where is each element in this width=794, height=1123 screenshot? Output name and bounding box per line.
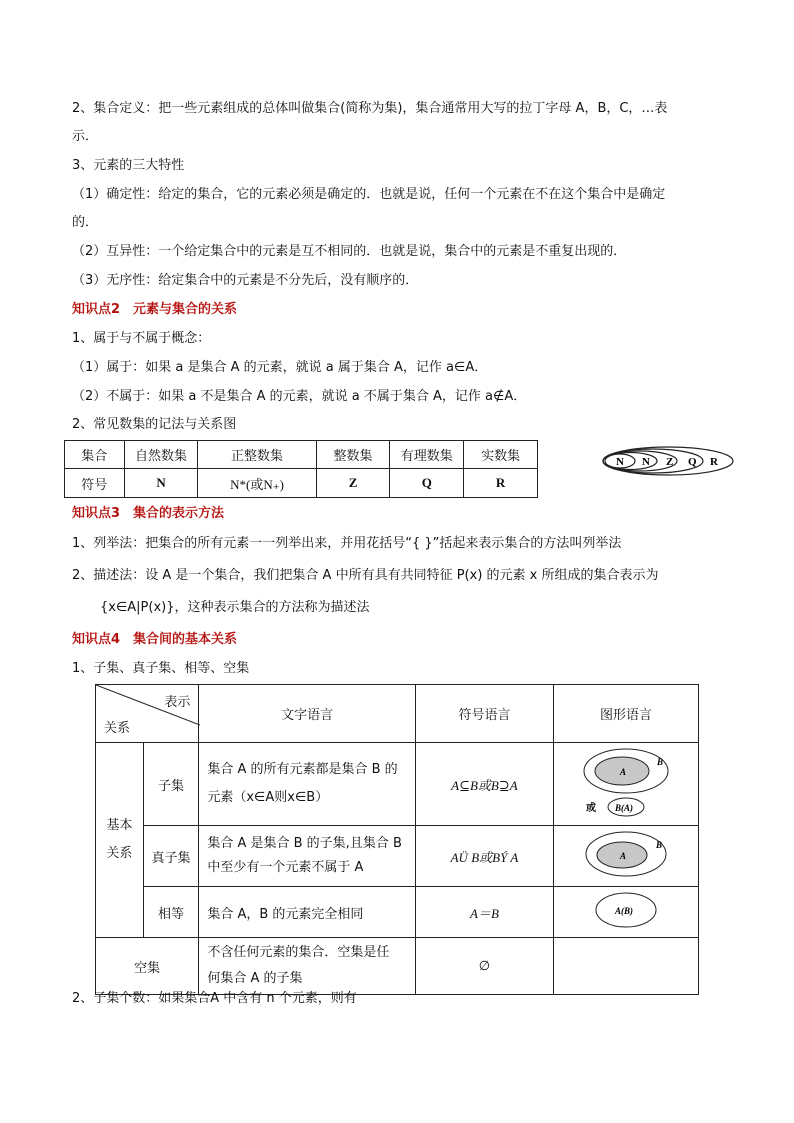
heading-knowledge-point-2: 知识点2 元素与集合的关系 (72, 302, 238, 317)
numsets-header: 整数集 (316, 441, 390, 469)
set-relations-table (95, 684, 699, 995)
basic-relations-label: 基本 关系 (96, 743, 144, 938)
line-subset-kinds: 1、子集、真子集、相等、空集 (72, 661, 250, 676)
row-name-subset: 子集 (143, 743, 199, 826)
row-symbol-proper-subset: AÜ B或BÝ A (415, 826, 553, 887)
line-set-definition-cont: 示． (72, 129, 99, 144)
nest-label-r: R (710, 456, 718, 468)
text-line: 中至少有一个元素不属于 A (207, 860, 364, 875)
text-line: 何集合 A 的子集 (207, 971, 303, 986)
venn-a-label: A (619, 767, 626, 777)
line-subset-count: 2、子集个数：如果集合A 中含有 n 个元素，则有 (72, 991, 357, 1006)
text-line: 元素（x∈A则x∈B） (207, 790, 329, 805)
number-sets-table (64, 440, 538, 498)
text-line: 不含任何元素的集合．空集是任 (207, 945, 390, 960)
line-determinacy-cont: 的． (72, 215, 99, 230)
numsets-symbol: Q (390, 469, 464, 498)
venn-equal-diagram (554, 887, 698, 933)
line-not-belongs: （2）不属于：如果 a 不是集合 A 的元素，就说 a 不属于集合 A，记作 a∉A． (72, 389, 527, 404)
row-text-proper-subset (199, 826, 416, 887)
number-sets-nesting-diagram (600, 444, 738, 478)
line-determinacy: （1）确定性：给定的集合，它的元素必须是确定的．也就是说，任何一个元素在不在这个集合中是确定 (72, 187, 666, 202)
venn-ba-label: B(A) (614, 803, 633, 813)
diagonal-header-cell (96, 685, 199, 743)
row-name-equal: 相等 (143, 887, 199, 938)
diag-header-bottom: 关系 (104, 721, 131, 736)
venn-b-label: B (655, 840, 662, 850)
row-name-proper-subset: 真子集 (143, 826, 199, 887)
row-symbol-empty-set: ∅ (415, 938, 553, 995)
nest-label-q: Q (688, 456, 697, 468)
line-description-method-cont: {x∈A|P(x)}，这种表示集合的方法称为描述法 (100, 600, 370, 615)
numsets-header: 自然数集 (124, 441, 198, 469)
row-text-equal: 集合 A，B 的元素完全相同 (199, 887, 416, 938)
row-name-empty-set: 空集 (96, 938, 199, 995)
line-element-properties: 3、元素的三大特性 (72, 158, 185, 173)
row-symbol-equal: A＝B (415, 887, 553, 938)
line-belongs: （1）属于：如果 a 是集合 A 的元素，就说 a 属于集合 A，记作 a∈A． (72, 360, 488, 375)
line-unorderedness: （3）无序性：给定集合中的元素是不分先后，没有顺序的． (72, 273, 419, 288)
venn-subset-diagram (554, 743, 698, 821)
numsets-symbol: R (464, 469, 538, 498)
venn-equal (553, 887, 698, 938)
line-number-sets: 2、常见数集的记法与关系图 (72, 417, 237, 432)
numsets-symbol: 符号 (65, 469, 125, 498)
row-text-empty-set (199, 938, 416, 995)
nest-label-nstar: N (642, 456, 650, 468)
header-text-language: 文字语言 (199, 685, 416, 743)
venn-subset (553, 743, 698, 826)
numsets-header: 正整数集 (198, 441, 316, 469)
nest-label-n: N (616, 456, 624, 468)
numsets-symbol: Z (316, 469, 390, 498)
row-symbol-subset: A⊆B或B⊇A (415, 743, 553, 826)
line-description-method: 2、描述法：设 A 是一个集合，我们把集合 A 中所有具有共同特征 P(x) 的元素 x 所组成的集合表示为 (72, 568, 659, 583)
venn-proper-subset-diagram (554, 826, 698, 882)
venn-empty (553, 938, 698, 995)
numsets-symbol: N*(或N₊) (198, 469, 316, 498)
text-line: 集合 A 是集合 B 的子集,且集合 B (207, 836, 402, 851)
heading-knowledge-point-4: 知识点4 集合间的基本关系 (72, 632, 238, 647)
header-graph-language: 图形语言 (553, 685, 698, 743)
venn-ab-label: A(B) (614, 906, 633, 916)
numsets-symbol: N (124, 469, 198, 498)
venn-b-label: B (656, 757, 663, 767)
venn-proper-subset (553, 826, 698, 887)
diag-header-top: 表示 (164, 695, 191, 710)
line-membership: 1、属于与不属于概念： (72, 331, 211, 346)
numsets-header: 集合 (65, 441, 125, 469)
nest-label-z: Z (666, 456, 674, 468)
row-text-subset (199, 743, 416, 826)
venn-a-label: A (619, 851, 626, 861)
numsets-header: 有理数集 (390, 441, 464, 469)
line-set-definition: 2、集合定义：把一些元素组成的总体叫做集合(简称为集)，集合通常用大写的拉丁字母 A，B，C，…表 (72, 101, 668, 116)
line-enumeration-method: 1、列举法：把集合的所有元素一一列举出来，并用花括号“{ }”括起来表示集合的方法叫列举法 (72, 536, 622, 551)
venn-or-label: 或 (585, 803, 596, 814)
numsets-header: 实数集 (464, 441, 538, 469)
header-symbol-language: 符号语言 (415, 685, 553, 743)
text-line: 集合 A 的所有元素都是集合 B 的 (207, 762, 398, 777)
line-distinctness: （2）互异性：一个给定集合中的元素是互不相同的．也就是说，集合中的元素是不重复出现的． (72, 244, 627, 259)
heading-knowledge-point-3: 知识点3 集合的表示方法 (72, 506, 225, 521)
